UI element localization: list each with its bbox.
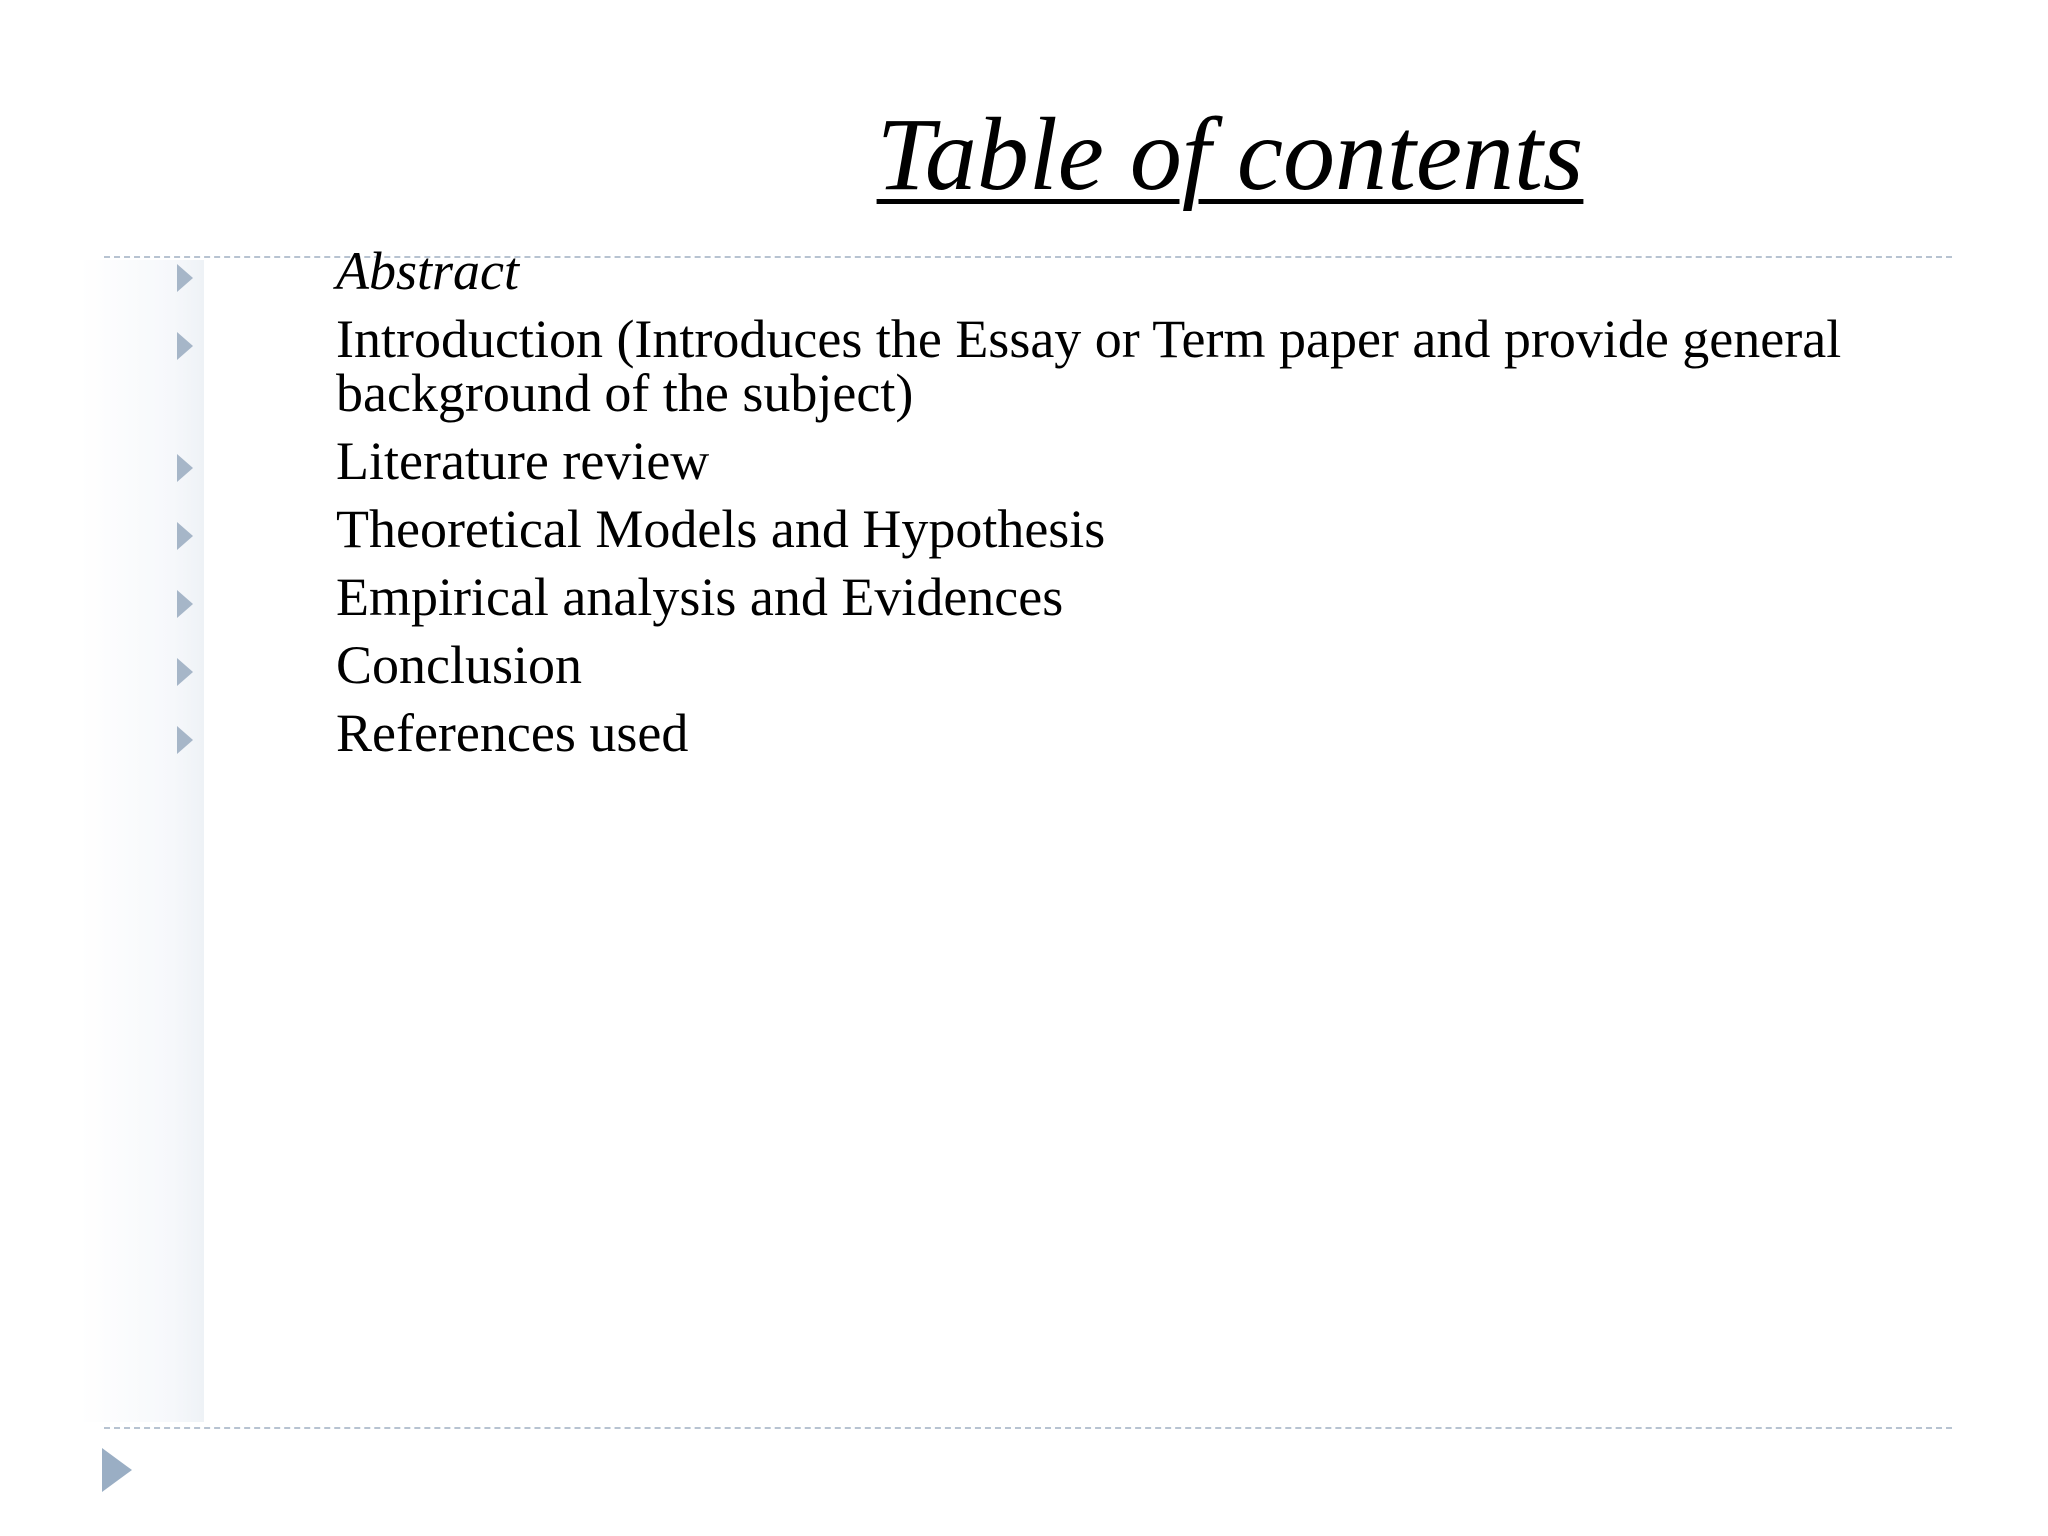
play-arrow-icon[interactable]	[102, 1448, 132, 1492]
toc-item-literature-review	[0, 431, 2048, 491]
toc-item-label: Introduction (Introduces the Essay or Term paper and provide general background of the subject)	[336, 309, 1842, 423]
toc-item-abstract	[0, 241, 2048, 301]
triangle-right-icon	[177, 332, 193, 360]
triangle-right-icon	[177, 726, 193, 754]
toc-item-label: Theoretical Models and Hypothesis	[336, 499, 1106, 559]
toc-item-conclusion	[0, 635, 2048, 695]
triangle-right-icon	[177, 264, 193, 292]
toc-item-label: Empirical analysis and Evidences	[336, 567, 1064, 627]
triangle-right-icon	[177, 590, 193, 618]
toc-item-references	[0, 703, 2048, 763]
toc-list	[0, 241, 2048, 774]
toc-item-label: Abstract	[336, 241, 519, 301]
triangle-right-icon	[177, 454, 193, 482]
slide-title: Table of contents	[876, 97, 1584, 212]
toc-item-empirical-analysis	[0, 567, 2048, 627]
toc-item-theoretical-models	[0, 499, 2048, 559]
toc-item-label: References used	[336, 703, 689, 763]
triangle-right-icon	[177, 522, 193, 550]
toc-item-introduction	[0, 309, 2048, 423]
toc-item-label: Literature review	[336, 431, 710, 491]
toc-item-label: Conclusion	[336, 635, 583, 695]
bottom-dashed-divider	[104, 1427, 1952, 1429]
triangle-right-icon	[177, 658, 193, 686]
